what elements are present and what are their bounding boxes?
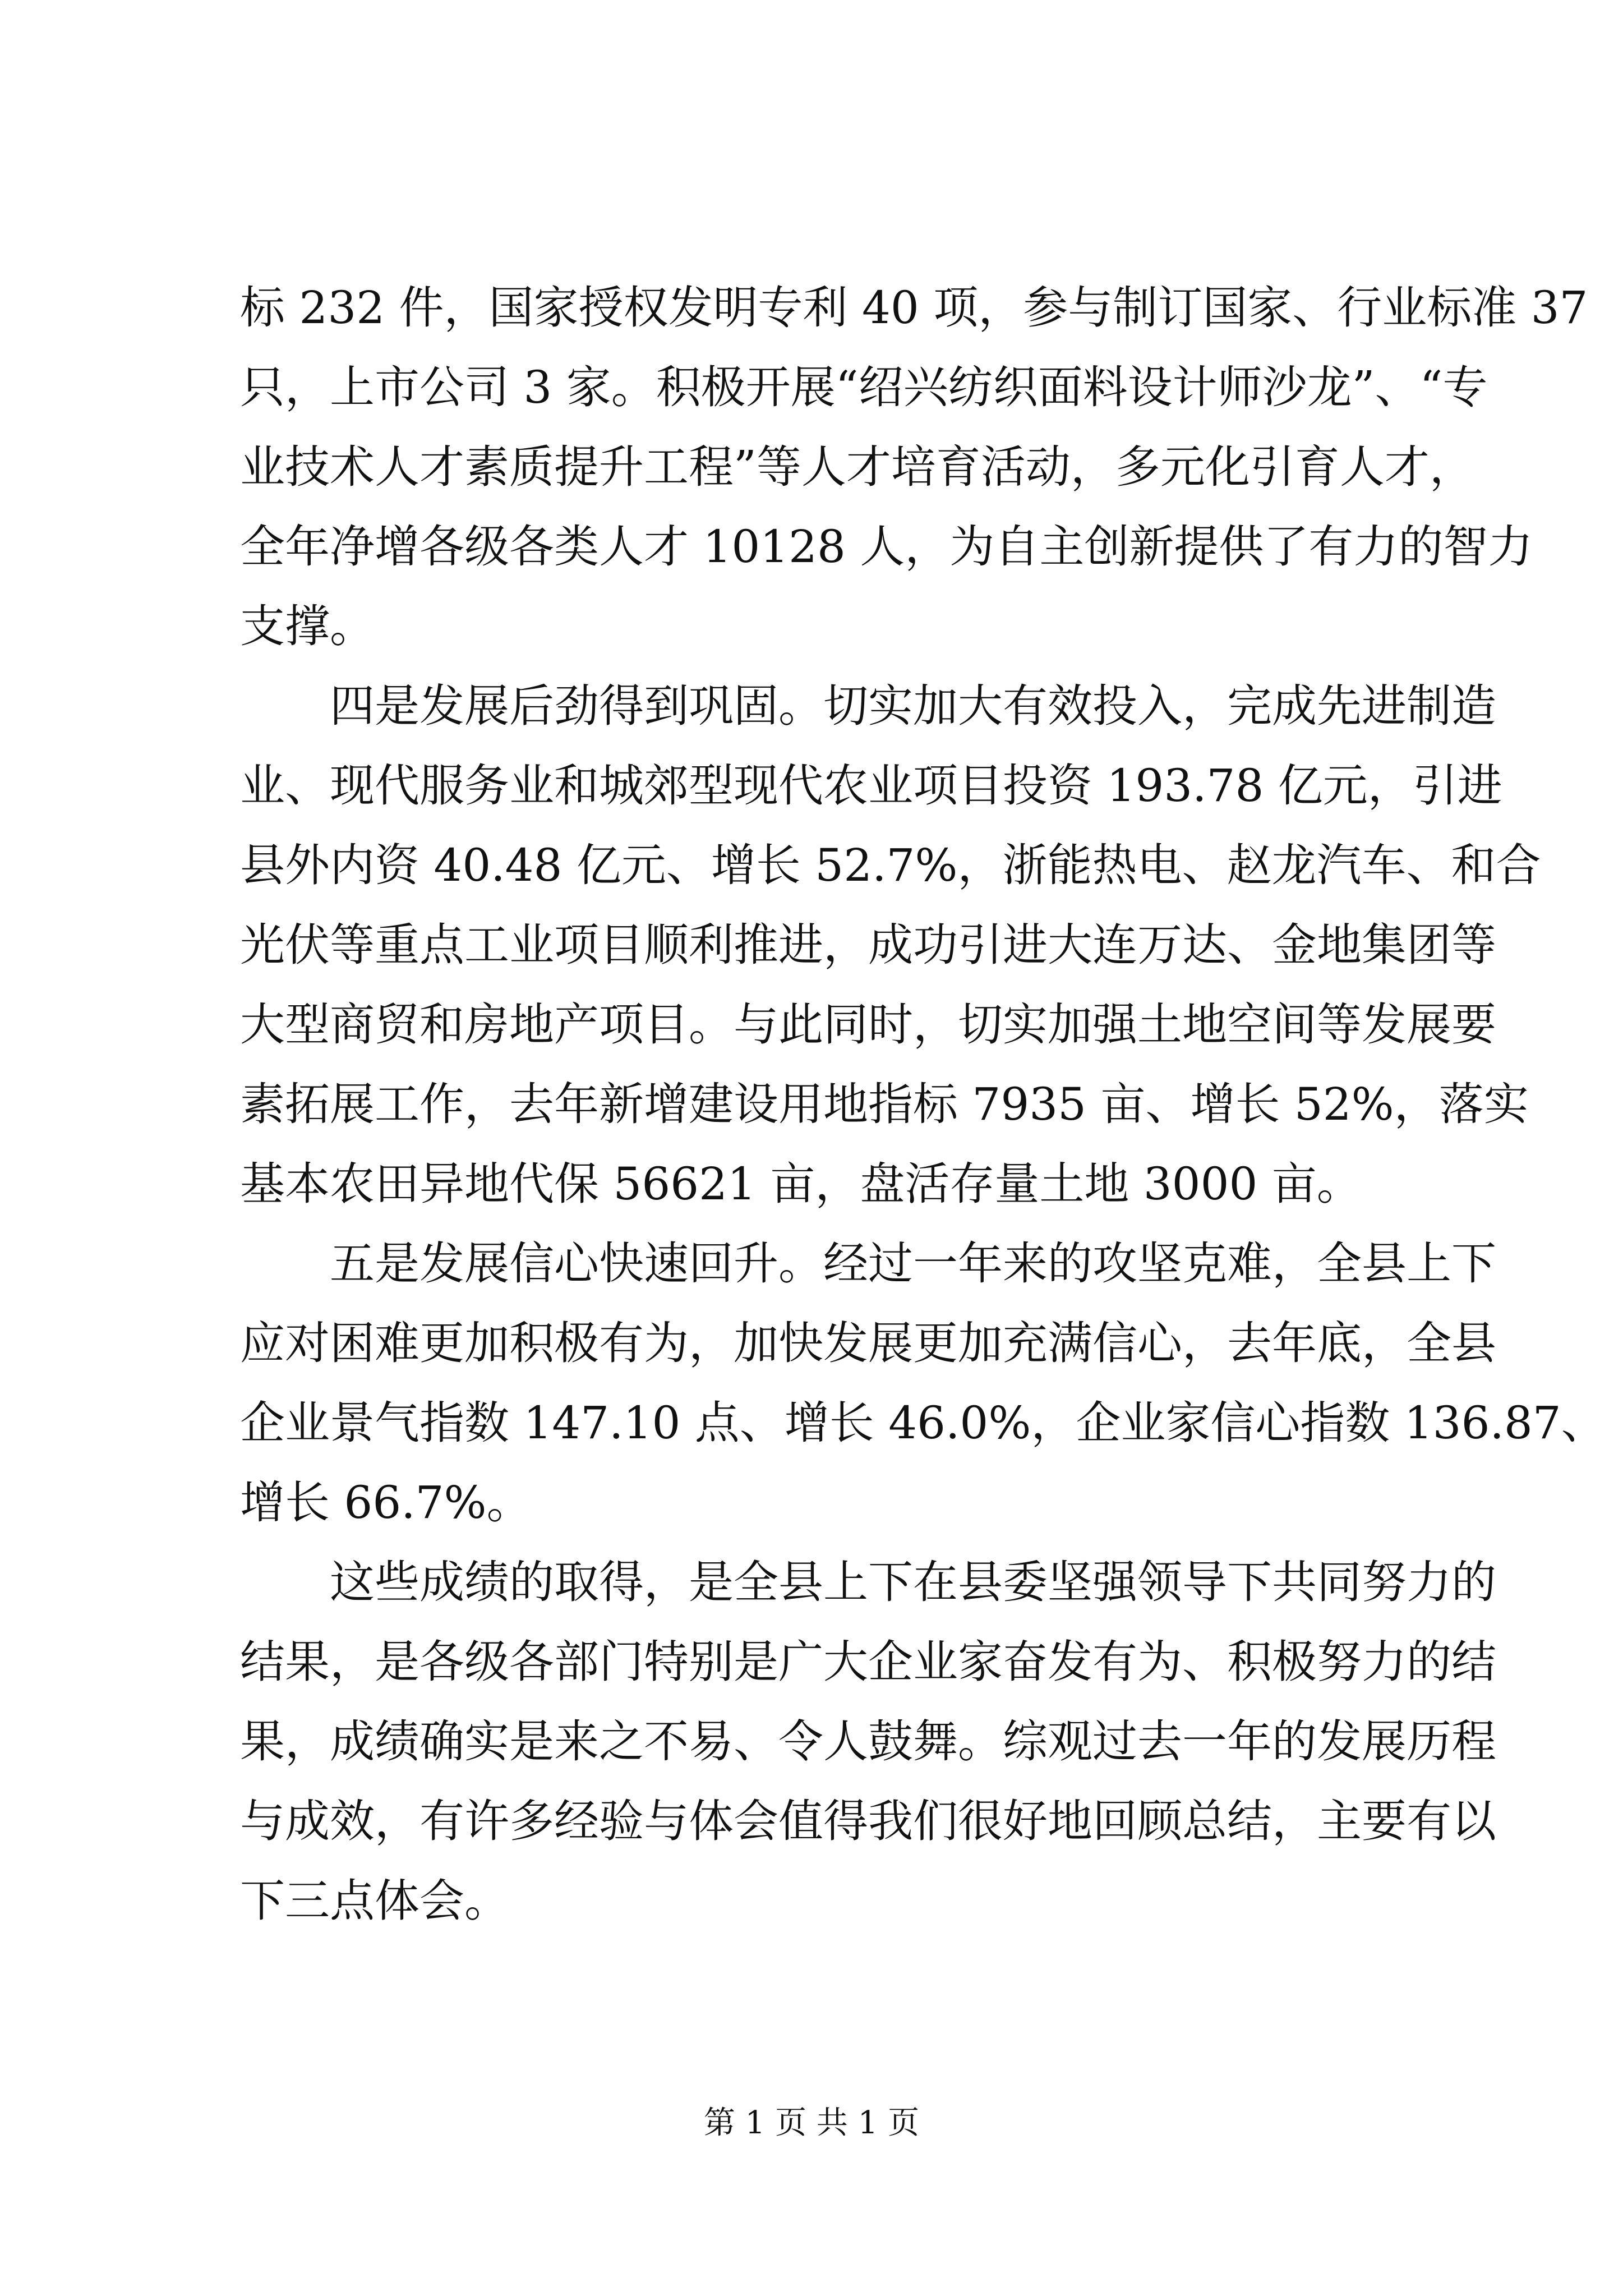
text-line: 与成效，有许多经验与体会值得我们很好地回顾总结，主要有以 (240, 1795, 1496, 1847)
text-line: 下三点体会。 (240, 1875, 509, 1927)
text-line: 果，成绩确实是来之不易、令人鼓舞。综观过去一年的发展历程 (240, 1715, 1496, 1768)
text-line: 只，上市公司 3 家。积极开展“绍兴纺织面料设计师沙龙”、“专 (240, 361, 1488, 413)
text-line: 素拓展工作，去年新增建设用地指标 7935 亩、增长 52%，落实 (240, 1078, 1529, 1130)
document-body (240, 268, 1606, 1941)
text-line: 县外内资 40.48 亿元、增长 52.7%，浙能热电、赵龙汽车、和合 (240, 839, 1541, 891)
text-line: 结果，是各级各部门特别是广大企业家奋发有为、积极努力的结 (240, 1636, 1496, 1688)
text-line: 增长 66.7%。 (240, 1476, 532, 1529)
text-line: 这些成绩的取得，是全县上下在县委坚强领导下共同努力的 (240, 1556, 1496, 1608)
text-line: 大型商贸和房地产项目。与此同时，切实加强土地空间等发展要 (240, 999, 1496, 1051)
text-line: 企业景气指数 147.10 点、增长 46.0%，企业家信心指数 136.87、 (240, 1397, 1606, 1449)
text-line: 应对困难更加积极有为，加快发展更加充满信心，去年底，全县 (240, 1317, 1496, 1369)
text-line: 光伏等重点工业项目顺利推进，成功引进大连万达、金地集团等 (240, 919, 1496, 971)
text-line: 全年净增各级各类人才 10128 人，为自主创新提供了有力的智力 (240, 521, 1533, 573)
text-line: 五是发展信心快速回升。经过一年来的攻坚克难，全县上下 (240, 1237, 1496, 1290)
page-number-footer: 第 1 页 共 1 页 (703, 2105, 920, 2141)
text-line: 支撑。 (240, 600, 375, 652)
text-line: 标 232 件，国家授权发明专利 40 项，参与制订国家、行业标准 37 (240, 282, 1588, 334)
text-line: 基本农田异地代保 56621 亩，盘活存量土地 3000 亩。 (240, 1158, 1362, 1210)
text-line: 业、现代服务业和城郊型现代农业项目投资 193.78 亿元，引进 (240, 760, 1502, 812)
text-line: 业技术人才素质提升工程”等人才培育活动，多元化引育人才， (240, 441, 1474, 493)
text-line: 四是发展后劲得到巩固。切实加大有效投入，完成先进制造 (240, 680, 1496, 732)
